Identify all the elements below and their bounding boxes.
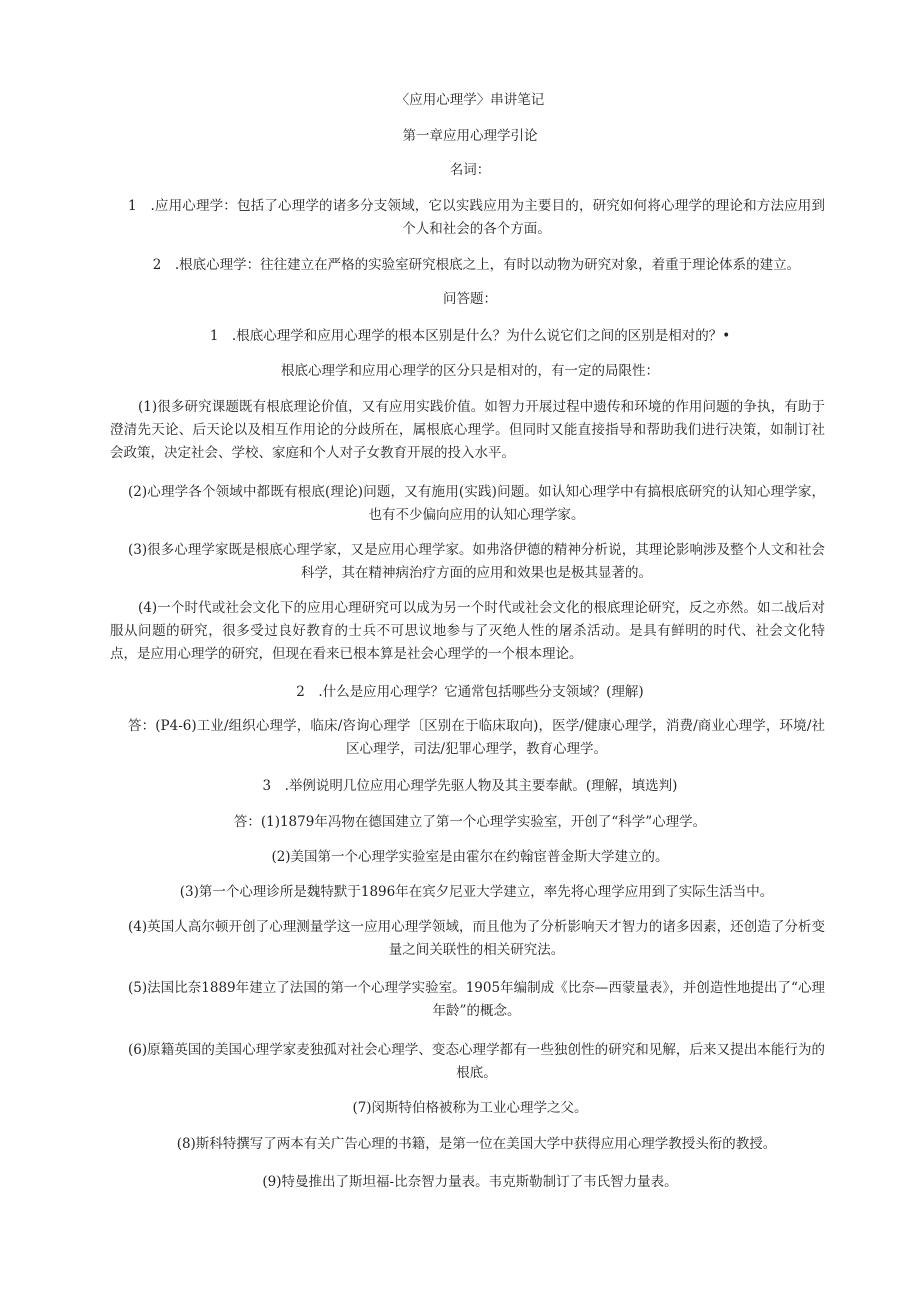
question-3-answer-6: (6)原籍英国的美国心理学家麦独孤对社会心理学、变态心理学都有一些独创性的研究和见解，后来又提出本能行为的根底。 xyxy=(128,1042,825,1081)
question-1-point-4: (4)一个时代或社会文化下的应用心理研究可以成为另一个时代或社会文化的根底理论研究，反之亦然。如二战后对服从问题的研究，很多受过良好教育的士兵不可思议地参与了灭绝人性的屠杀活动。是具有鲜明的时代、社会文化特点，是应用心理学的研究，但现在看来已根本算是社会心理学的一个根本理论。 xyxy=(110,600,825,662)
question-2-answer: 答：(P4-6)工业/组织心理学，临床/咨询心理学〔区别在于临床取向)，医学/健康心理学，消费/商业心理学，环境/社区心理学，司法/犯罪心理学，教育心理学。 xyxy=(128,718,825,757)
question-1-point-1: (1)很多研究课题既有根底理论价值，又有应用实践价值。如智力开展过程中遗传和环境的作用问题的争执，有助于澄清先天论、后天论以及相互作用论的分歧所在，属根底心理学。但同时又能直接指导和帮助我们进行决策，如制订社会政策，决定社会、学校、家庭和个人对子女教育开展的投入水平。 xyxy=(110,399,825,461)
question-1-point-2: (2)心理学各个领域中都既有根底(理论)问题，又有施用(实践)问题。如认知心理学中有搞根底研究的认知心理学家，也有不少偏向应用的认知心理学家。 xyxy=(128,484,825,523)
term-applied-psychology: 1 .应用心理学：包括了心理学的诸多分支领域，它以实践应用为主要目的，研究如何将心理学的理论和方法应用到个人和社会的各个方面。 xyxy=(128,198,825,237)
question-3-answer-8: (8)斯科特撰写了两本有关广告心理的书籍，是第一位在美国大学中获得应用心理学教授头衔的教授。 xyxy=(176,1136,777,1152)
question-3-answer-4: (4)英国人高尔顿开创了心理测量学这一应用心理学领域，而且他为了分析影响天才智力的诸多因素，还创造了分析变量之间关联性的相关研究法。 xyxy=(128,919,825,958)
doc-title: 〈应用心理学〉串讲笔记 xyxy=(395,92,545,108)
question-1: 1 .根底心理学和应用心理学的根本区别是什么？为什么说它们之间的区别是相对的？• xyxy=(209,328,731,344)
question-3-answer-3: (3)第一个心理诊所是魏特默于1896年在宾夕尼亚大学建立，率先将心理学应用到了实际生活当中。 xyxy=(179,884,774,900)
question-3-answer-5: (5)法国比奈1889年建立了法国的第一个心理学实验室。1905年编制成《比奈—西蒙量表》，并创造性地提出了“心理年龄”的概念。 xyxy=(128,980,825,1019)
qa-heading: 问答题： xyxy=(443,291,497,307)
question-3-answer-9: (9)特曼推出了斯坦福-比奈智力量表。韦克斯勒制订了韦氏智力量表。 xyxy=(262,1174,678,1190)
question-1-intro: 根底心理学和应用心理学的区分只是相对的，有一定的局限性： xyxy=(281,363,659,379)
terms-heading: 名词： xyxy=(449,162,491,178)
chapter-heading: 第一章应用心理学引论 xyxy=(402,128,538,144)
question-1-point-3: (3)很多心理学家既是根底心理学家，又是应用心理学家。如弗洛伊德的精神分析说，其理论影响涉及整个人文和社会科学，其在精神病治疗方面的应用和效果也是极其显著的。 xyxy=(128,542,825,581)
term-basic-psychology: 2 .根底心理学：往往建立在严格的实验室研究根底之上，有时以动物为研究对象，着重于理论体系的建立。 xyxy=(152,257,801,273)
question-3-answer-7: (7)闵斯特伯格被称为工业心理学之父。 xyxy=(352,1100,588,1116)
question-3: 3 .举例说明几位应用心理学先驱人物及其主要奉献。(理解，填选判) xyxy=(262,778,678,794)
question-3-answer-1: 答：(1)1879年冯物在德国建立了第一个心理学实验室，开创了“科学”心理学。 xyxy=(233,814,707,830)
question-3-answer-2: (2)美国第一个心理学实验室是由霍尔在约翰宦普金斯大学建立的。 xyxy=(271,849,669,865)
question-2: 2 .什么是应用心理学？它通常包括哪些分支领域？(理解) xyxy=(296,684,644,700)
